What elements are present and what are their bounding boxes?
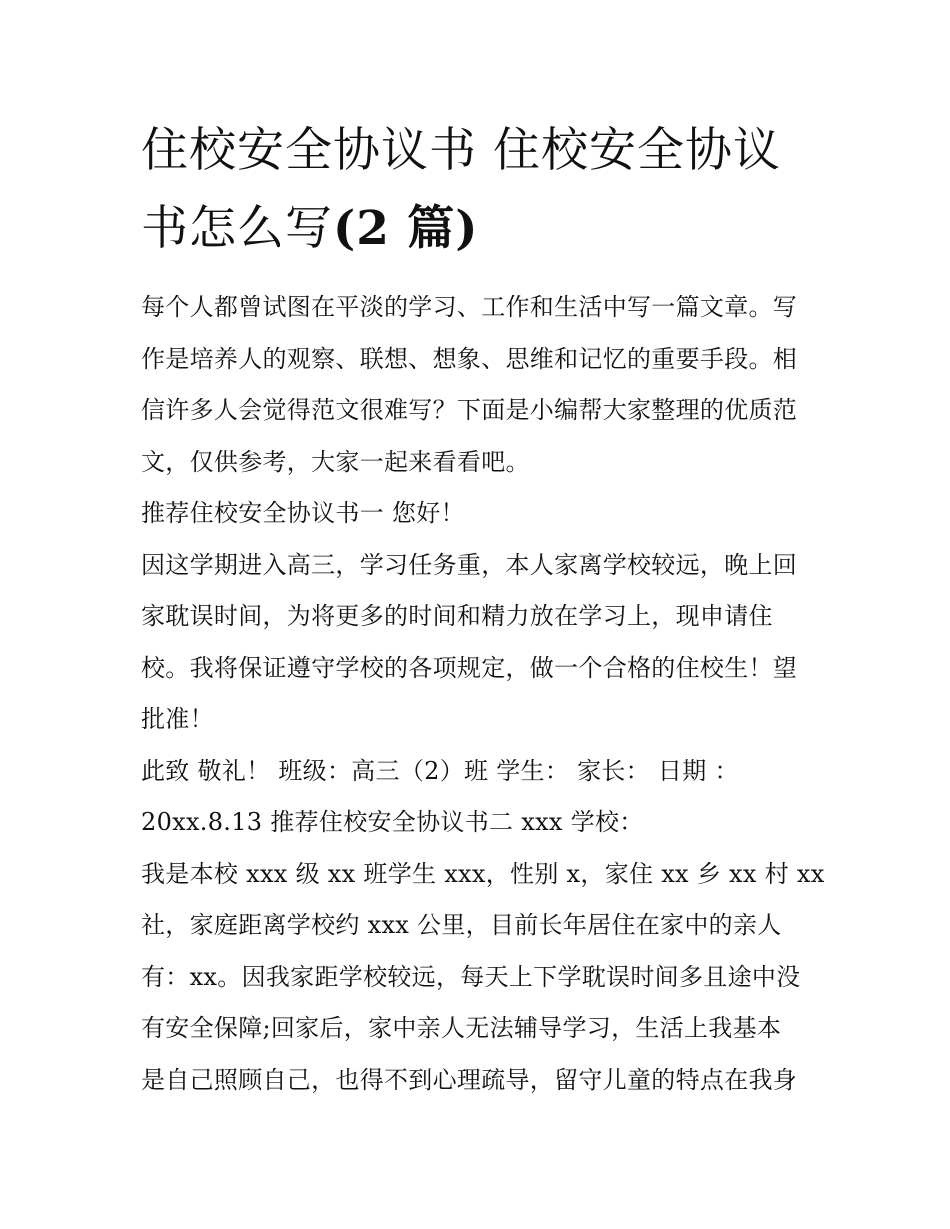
document-page: [141, 112, 825, 1106]
text-line: 信许多人会觉得范文很难写？下面是小编帮大家整理的优质范: [141, 396, 798, 424]
section-heading: 推荐住校安全协议书一 您好！: [141, 499, 465, 527]
text-line: 因这学期进入高三，学习任务重，本人家离学校较远，晚上回: [141, 550, 798, 579]
text-line: 社，家庭距离学校约 xxx 公里，目前长年居住在家中的亲人: [141, 911, 782, 939]
text-line: 我是本校 xxx 级 xx 班学生 xxx，性别 x，家住 xx 乡 xx 村 xx: [141, 859, 825, 888]
document-title: [141, 112, 816, 268]
text-line: 校。我将保证遵守学校的各项规定，做一个合格的住校生！望: [141, 653, 798, 682]
title-count: (2 篇): [333, 201, 479, 256]
title-line: 住校安全协议书 住校安全协议: [141, 123, 781, 178]
document-body: [141, 282, 825, 1106]
text-line: 是自己照顾自己，也得不到心理疏导，留守儿童的特点在我身: [141, 1065, 798, 1094]
text-line: 文，仅供参考，大家一起来看看吧。: [141, 447, 530, 476]
text-line: 作是培养人的观察、联想、想象、思维和记忆的重要手段。相: [141, 344, 798, 373]
title-line: 书怎么写: [141, 201, 333, 256]
text-line: 有：xx。因我家距学校较远，每天上下学耽误时间多且途中没: [141, 962, 801, 991]
text-line: 有安全保障;回家后，家中亲人无法辅导学习，生活上我基本: [141, 1014, 782, 1042]
section-heading: 20xx.8.13 推荐住校安全协议书二 xxx 学校：: [141, 808, 644, 836]
text-line: 批准！: [141, 705, 214, 733]
text-line: 家耽误时间，为将更多的时间和精力放在学习上，现申请住: [141, 602, 773, 630]
text-line: 每个人都曾试图在平淡的学习、工作和生活中写一篇文章。写: [141, 293, 798, 321]
text-line: 此致 敬礼！ 班级：高三（2）班 学生： 家长： 日期 ：: [141, 756, 739, 785]
